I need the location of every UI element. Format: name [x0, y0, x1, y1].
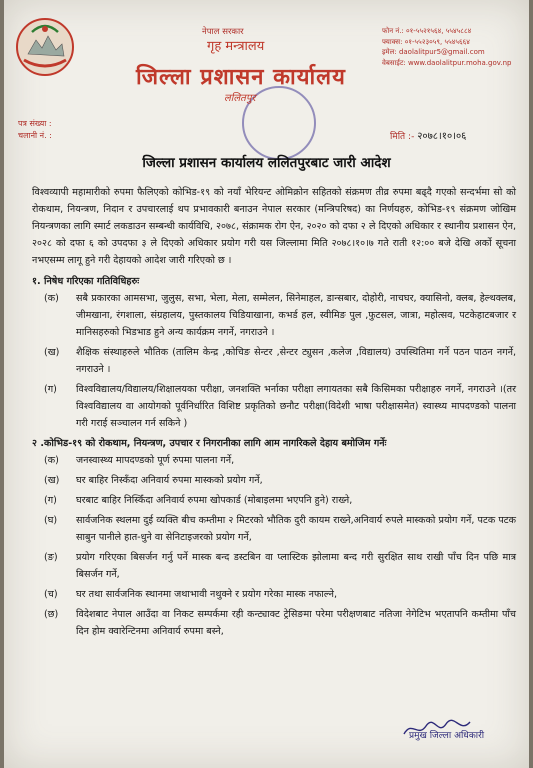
date-block	[390, 128, 466, 142]
document-page	[4, 0, 529, 768]
item-text: विदेशबाट नेपाल आउँदा वा निकट सम्पर्कमा रही कन्ट्याक्ट ट्रेसिङमा परेमा परीक्षणबाट नतिजा नेगेटिभ भएतापनि कम्तीमा पाँच दिन होम क्वारेन्टिनमा अनिवार्य रुपमा बस्ने,	[76, 609, 516, 637]
reference-block	[18, 118, 52, 142]
contact-block	[382, 26, 511, 68]
item-text: विश्वविद्यालय/विद्यालय/शिक्षालयका परीक्षा, जनशक्ति भर्नाका परीक्षा लगायतका सबै किसिमका परीक्षाहरु नगर्ने, नगराउने ।(तर विश्वविद्यालय वा आयोगको पूर्वनिर्धारित विशिष्ट प्रकृतिको छनौट परीक्षा(विदेशी भाषा परीक्षासमेत) स्वास्थ्य मापदण्डको पालना गरी गराई सञ्चालन गर्न सकिने )	[76, 384, 516, 429]
section-heading: २ .कोभिड-१९ को रोकथाम, नियन्त्रण, उपचार र निगरानीका लागि आम नागरिकले देहाय बमोजिम गर्नेः	[32, 438, 387, 449]
phone-text: फोन नं.: ०१-५५२१५६४, ५५४५८८४	[382, 27, 472, 35]
list-item	[32, 290, 516, 341]
item-marker: (घ)	[44, 515, 58, 526]
office-name: जिल्ला प्रशासन कार्यालय	[136, 65, 346, 90]
item-text: घरबाट बाहिर निस्किँदा अनिवार्य रुपमा खोपकार्ड (मोबाइलमा भएपनि हुने) राख्ने,	[76, 495, 353, 506]
list-item	[32, 549, 516, 583]
government-label: नेपाल सरकार	[202, 27, 244, 37]
list-item	[32, 586, 516, 603]
section-citizen-duties	[32, 435, 516, 640]
website-text: वेबसाईट: www.daolalitpur.moha.gov.np	[382, 58, 512, 67]
duties-list	[32, 452, 516, 640]
item-marker: (छ)	[44, 609, 59, 620]
item-marker: (ग)	[44, 495, 57, 506]
reg-label: पत्र संख्या :	[18, 119, 52, 128]
item-text: घर बाहिर निस्कँदा अनिवार्य रुपमा मास्कको प्रयोग गर्ने,	[76, 475, 263, 486]
item-marker: (ख)	[44, 347, 60, 358]
district-label: ललितपुर	[224, 93, 256, 104]
document-title: जिल्ला प्रशासन कार्यालय ललितपुरबाट जारी आदेश	[142, 155, 391, 171]
list-item	[32, 606, 516, 640]
date-label: मिति :-	[390, 132, 415, 142]
item-text: प्रयोग गरिएका बिसर्जन गर्नु पर्ने मास्क बन्द डस्टबिन वा प्लास्टिक झोलामा बन्द गरी सुरक्षित साथ राखी पाँच दिन पछि मात्र बिसर्जन गर्ने,	[76, 552, 516, 580]
item-text: जनस्वास्थ्य मापदण्डको पूर्ण रुपमा पालना गर्ने,	[76, 455, 235, 466]
list-item	[32, 512, 516, 546]
list-item	[32, 472, 516, 489]
list-item	[32, 492, 516, 509]
item-marker: (च)	[44, 589, 58, 600]
section-heading: १. निषेध गरिएका गतिविधिहरुः	[32, 276, 140, 287]
item-marker: (ङ)	[44, 552, 58, 563]
item-text: शैक्षिक संस्थाहरुले भौतिक (तालिम केन्द्र ,कोचिङ सेन्टर ,सेन्टर ट्युसन ,कलेज ,विद्यालय) उपस्थितिमा गर्ने पठन पाठन नगर्ने, नगराउने ।	[76, 347, 516, 375]
prohibited-list	[32, 290, 516, 432]
intro-paragraph: विश्वव्यापी महामारीको रुपमा फैलिएको कोभिड-१९ को नयाँ भेरियन्ट ओमिक्रोन सहितको संक्रमण तीव्र रुपमा बढ्दै गएको सन्दर्भमा सो को रोकथाम, नियन्त्रण, निदान र उपचारलाई थप प्रभावकारी बनाउन नेपाल सरकार (मन्त्रिपरिषद) का निर्णयहरु, कोभिड-१९ संक्रमण जोखिम नियन्त्रणका लागि स्मार्ट लकडाउन सम्बन्धी कार्यविधि, २०७८, संक्रामक रोग ऐन, २०२० को दफा २ ले दिएको अधिकार र स्थानीय प्रशासन ऐन, २०२८ को दफा ६ को उपदफा ३ ले दिएको अधिकार प्रयोग गरी यस जिल्लामा मिति २०७८।१०।७ गते राती १२:०० बजे देखि अर्को सूचना नभएसम्म लागू हुने गरी देहायको आदेश जारी गरिएको छ ।	[32, 187, 516, 266]
email-text: इमेल: daolalitpur5@gmail.com	[382, 48, 485, 56]
dispatch-label: चलानी नं. :	[18, 131, 52, 140]
fax-text: फ्याक्स: ०१-५५२३०५९, ५५४५६६४	[382, 37, 470, 46]
list-item	[32, 344, 516, 378]
item-marker: (क)	[44, 293, 59, 304]
item-text: घर तथा सार्वजनिक स्थानमा जथाभावी नथुक्ने र प्रयोग गरेका मास्क नफाल्ने,	[76, 589, 338, 600]
nepal-emblem-icon	[14, 16, 76, 78]
section-prohibited	[32, 273, 516, 432]
document-body	[32, 184, 516, 643]
item-marker: (ख)	[44, 475, 60, 486]
signature-title: प्रमुख जिल्ला अधिकारी	[409, 731, 485, 741]
item-text: सबै प्रकारका आमसभा, जुलुस, सभा, भेला, मेला, सम्मेलन, सिनेमाहल, डान्सबार, दोहोरी, नाचघर, क्यासिनो, क्लब, हेल्थक्लब, जीमखाना, रंगशाला, संग्रहालय, पुस्तकालय चिडियाखाना, कभर्ड हल, स्वीमिङ पुल ,फुटसल, जात्रा, महोत्सव, पटकेहाटबजार र मानिसहरुको भिडभाड हुने अन्य कार्यक्रम नगर्ने, नगराउने ।	[76, 293, 516, 338]
ministry-label: गृह मन्त्रालय	[207, 39, 265, 54]
list-item	[32, 381, 516, 432]
date-value: २०७८।१०।०६	[417, 131, 467, 142]
list-item	[32, 452, 516, 469]
item-text: सार्वजनिक स्थलमा दुई व्यक्ति बीच कम्तीमा २ मिटरको भौतिक दुरी कायम राख्ने,अनिवार्य रुपले मास्कको प्रयोग गर्ने, पटक पटक साबुन पानीले हात-धुने वा सेनिटाइजरको प्रयोग गर्ने,	[76, 515, 516, 543]
item-marker: (क)	[44, 455, 59, 466]
item-marker: (ग)	[44, 384, 57, 395]
